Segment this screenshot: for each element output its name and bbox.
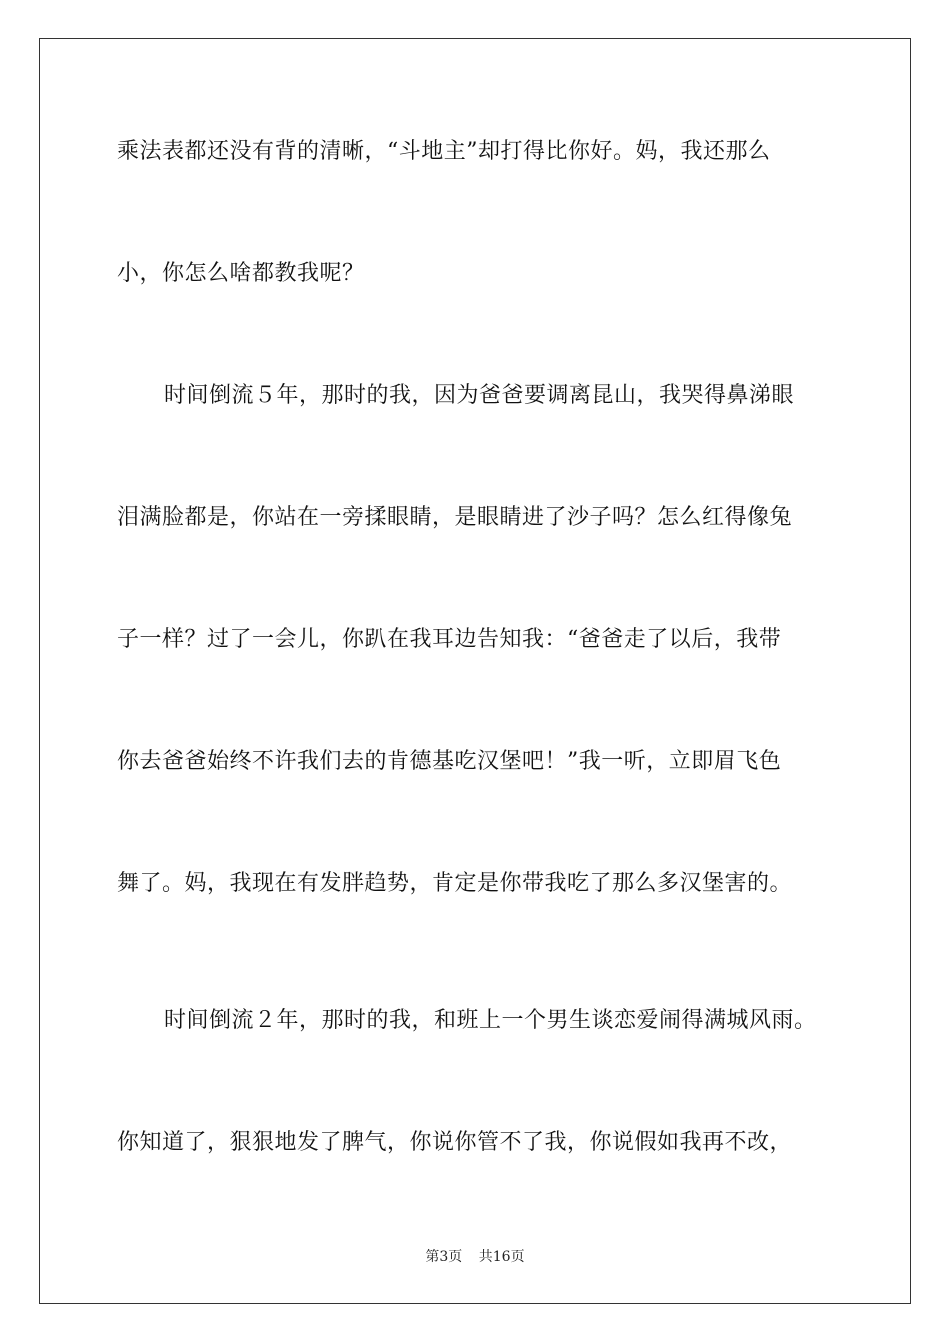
page-footer (0, 1246, 950, 1266)
paragraph-start-line-8: 时间倒流２年，那时的我，和班上一个男生谈恋爱闹得满城风雨。 (164, 1008, 817, 1033)
paragraph-start-line-3: 时间倒流５年，那时的我，因为爸爸要调离昆山，我哭得鼻涕眼 (164, 383, 795, 408)
text-line-4: 泪满脸都是，你站在一旁揉眼睛，是眼睛进了沙子吗？怎么红得像兔 (117, 505, 793, 530)
page-total: 共16页 (478, 1249, 525, 1265)
text-line-1: 乘法表都还没有背的清晰，“斗地主”却打得比你好。妈，我还那么 (117, 139, 771, 164)
page-number: 第3页 (425, 1249, 463, 1265)
text-line-2: 小，你怎么啥都教我呢？ (117, 261, 365, 286)
text-line-7: 舞了。妈，我现在有发胖趋势，肯定是你带我吃了那么多汉堡害的。 (117, 871, 793, 896)
text-line-6: 你去爸爸始终不许我们去的肯德基吃汉堡吧！”我一听，立即眉飞色 (117, 749, 782, 774)
text-line-5: 子一样？过了一会儿，你趴在我耳边告知我：“爸爸走了以后，我带 (117, 627, 782, 652)
text-line-9: 你知道了，狠狠地发了脾气，你说你管不了我，你说假如我再不改， (117, 1130, 793, 1155)
page-border (39, 38, 911, 1304)
